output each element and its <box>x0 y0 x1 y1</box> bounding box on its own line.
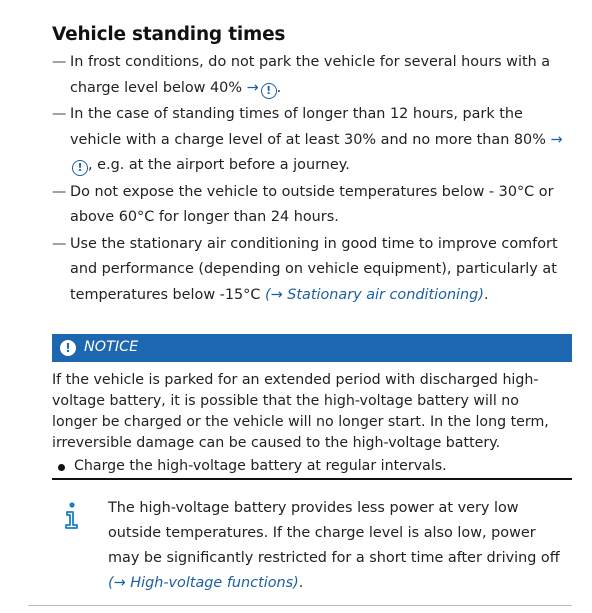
notice-label: NOTICE <box>84 339 139 355</box>
bullet-text: In the case of standing times of longer than 12 hours, park the vehicle with a charge level of at least 30% and no more than 80% <box>70 106 551 148</box>
high-voltage-functions-link[interactable]: (→ High-voltage functions) <box>108 575 299 591</box>
notice-list-item <box>52 456 562 477</box>
warning-icon[interactable]: ! <box>261 83 277 99</box>
list-item <box>52 232 572 309</box>
bullet-suffix: , e.g. at the airport before a journey. <box>88 157 350 173</box>
warning-icon[interactable]: ! <box>72 160 88 176</box>
notice-header <box>52 334 572 362</box>
list-item <box>52 50 572 101</box>
info-suffix: . <box>298 575 304 591</box>
notice-item-text: Charge the high-voltage battery at regular intervals. <box>74 458 447 474</box>
notice-text: If the vehicle is parked for an extended period with discharged high-voltage battery, it is possible that the high-voltage battery will no longer be charged or the vehicle will no longer start. In the long term, irreversible damage can be caused to the high-voltage battery. <box>52 372 549 451</box>
dash-marker: — <box>52 106 67 122</box>
bullet-text: Do not expose the vehicle to outside temperatures below - 30°C or above 60°C for longer than 24 hours. <box>70 183 554 225</box>
list-item <box>52 180 572 231</box>
section-title: Vehicle standing times <box>52 24 286 45</box>
standing-times-list <box>52 50 572 309</box>
page-divider <box>28 605 572 606</box>
notice-body <box>52 370 562 477</box>
bullet-suffix: . <box>483 286 489 303</box>
arrow-icon: → <box>246 79 259 96</box>
bullet-dot <box>58 464 65 471</box>
info-text <box>108 496 568 596</box>
dash-marker: — <box>52 235 67 252</box>
bullet-text: In frost conditions, do not park the vehicle for several hours with a charge level below 40% <box>70 54 551 96</box>
bullet-suffix: . <box>276 79 282 96</box>
dash-marker: — <box>52 54 67 70</box>
bullet-text: Use the stationary air conditioning in good time to improve comfort and performance (depending on vehicle equipment), particularly at temperatures below -15°C <box>70 235 558 303</box>
stationary-ac-link[interactable]: (→ Stationary air conditioning) <box>264 286 484 303</box>
exclamation-icon: ! <box>60 340 76 356</box>
dash-marker: — <box>52 183 67 200</box>
info-body: The high-voltage battery provides less power at very low outside temperatures. If the charge level is also low, power may be significantly restricted for a short time after driving off <box>108 500 560 566</box>
info-icon <box>62 500 88 530</box>
arrow-icon: → <box>550 131 563 148</box>
list-item <box>52 102 572 179</box>
notice-divider <box>52 478 572 480</box>
